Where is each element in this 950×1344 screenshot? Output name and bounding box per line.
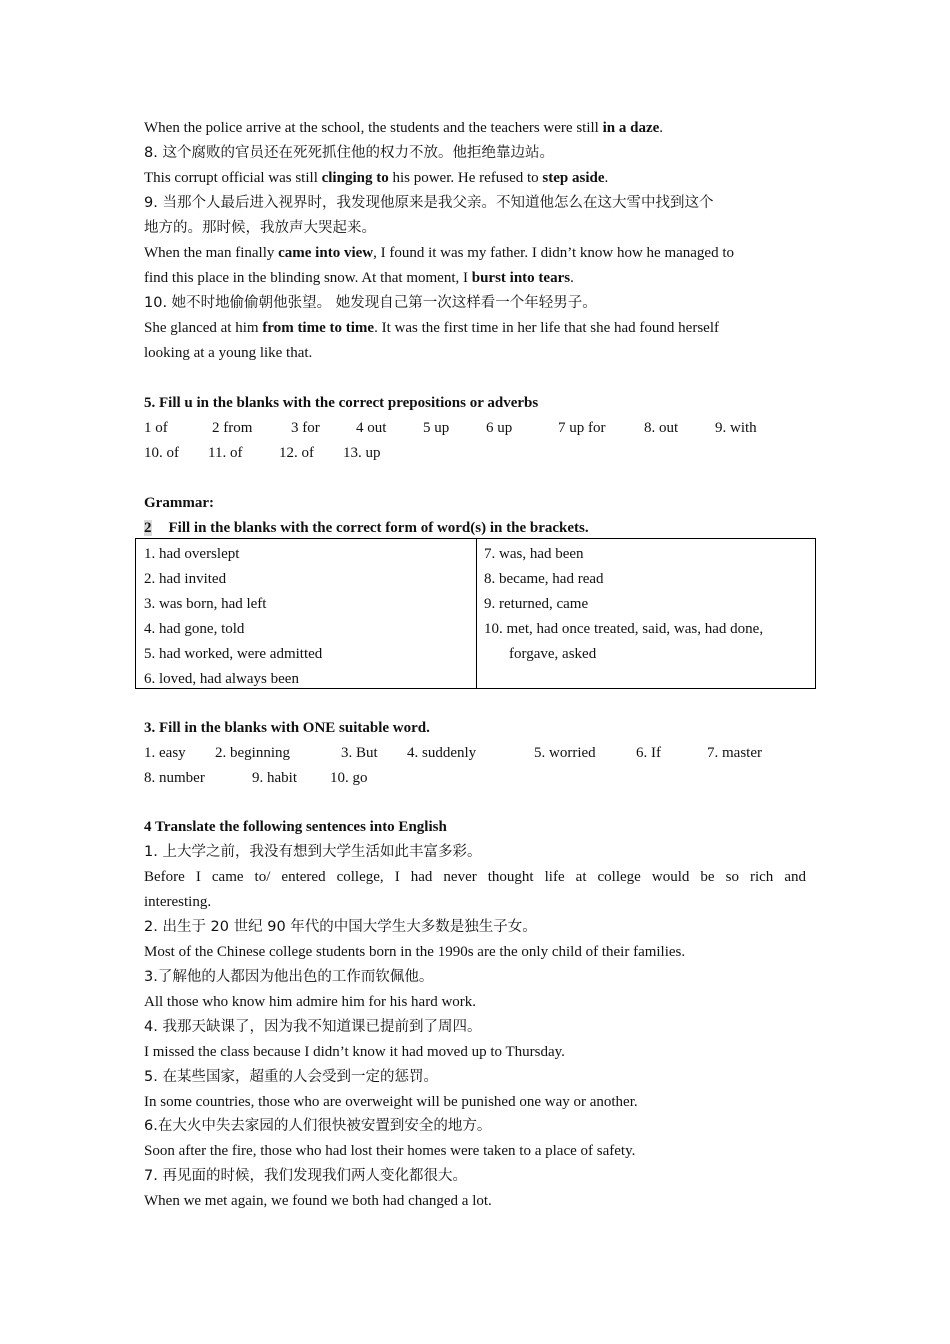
translation-5-chinese: 5. 在某些国家，超重的人会受到一定的惩罚。 — [144, 1069, 438, 1085]
answer: 6. If — [636, 745, 661, 761]
answer: 13. up — [343, 445, 381, 461]
translation-3-chinese: 3.了解他的人都因为他出色的工作而钦佩他。 — [144, 969, 434, 985]
translation-6-chinese: 6.在大火中失去家园的人们很快被安置到安全的地方。 — [144, 1118, 492, 1134]
answer: 8. number — [144, 770, 205, 786]
translation-4-english: I missed the class because I didn’t know it had moved up to Thursday. — [144, 1044, 565, 1060]
exercise-3-answers-row1 — [144, 743, 824, 763]
table-cell: forgave, asked — [509, 646, 597, 662]
table-cell: 5. had worked, were admitted — [144, 646, 323, 662]
translation-1-english-line1: Before I came to/ entered college, I had never thought life at college would be so rich and — [144, 869, 806, 885]
exercise-2-heading: 2 Fill in the blanks with the correct form of word(s) in the brackets. — [144, 520, 589, 536]
answer: 5. worried — [534, 745, 596, 761]
answer: 7. master — [707, 745, 762, 761]
table-cell: 9. returned, came — [484, 596, 589, 612]
translation-1-english-line2: interesting. — [144, 894, 212, 910]
table-cell: 3. was born, had left — [144, 596, 267, 612]
table-cell: 1. had overslept — [144, 546, 240, 562]
answer: 4. suddenly — [407, 745, 477, 761]
translation-2-english: Most of the Chinese college students born in the 1990s are the only child of their families. — [144, 944, 686, 960]
translation-3-english: All those who know him admire him for his hard work. — [144, 994, 477, 1010]
answer: 9. with — [715, 420, 757, 436]
sentence-9-english-line1: When the man finally came into view, I found it was my father. I didn’t know how he managed to — [144, 245, 735, 261]
table-cell: 6. loved, had always been — [144, 671, 299, 687]
sentence-8-chinese: 8. 这个腐败的官员还在死死抓住他的权力不放。他拒绝靠边站。 — [144, 145, 554, 161]
exercise-4-heading: 4 Translate the following sentences into English — [144, 819, 447, 835]
answer: 1 of — [144, 420, 168, 436]
exercise-3-heading: 3. Fill in the blanks with ONE suitable word. — [144, 720, 430, 736]
sentence-7-english: When the police arrive at the school, the students and the teachers were still in a daze. — [144, 120, 664, 136]
section-5-heading: 5. Fill u in the blanks with the correct prepositions or adverbs — [144, 395, 539, 411]
translation-4-chinese: 4. 我那天缺课了，因为我不知道课已提前到了周四。 — [144, 1019, 482, 1035]
translation-6-english: Soon after the fire, those who had lost their homes were taken to a place of safety. — [144, 1143, 636, 1159]
answer: 7 up for — [558, 420, 606, 436]
exercise-number: 2 — [144, 520, 152, 536]
answer: 8. out — [644, 420, 679, 436]
sentence-9-chinese-line2: 地方的。那时候，我放声大哭起来。 — [144, 220, 376, 236]
table-divider — [476, 539, 477, 688]
sentence-8-english: This corrupt official was still clinging to his power. He refused to step aside. — [144, 170, 609, 186]
table-cell: 8. became, had read — [484, 571, 604, 587]
sentence-10-english-line1: She glanced at him from time to time. It was the first time in her life that she had found herself — [144, 320, 719, 336]
section-5-answers-row1 — [144, 418, 824, 438]
answer: 3. But — [341, 745, 378, 761]
translation-7-chinese: 7. 再见面的时候，我们发现我们两人变化都很大。 — [144, 1168, 467, 1184]
answer: 2. beginning — [215, 745, 290, 761]
answer: 9. habit — [252, 770, 297, 786]
sentence-10-english-line2: looking at a young like that. — [144, 345, 313, 361]
translation-2-chinese: 2. 出生于 20 世纪 90 年代的中国大学生大多数是独生子女。 — [144, 919, 537, 935]
answer: 2 from — [212, 420, 253, 436]
table-cell: 10. met, had once treated, said, was, had done, — [484, 621, 764, 637]
answer: 10. go — [330, 770, 368, 786]
table-cell: 4. had gone, told — [144, 621, 245, 637]
answer: 10. of — [144, 445, 179, 461]
table-cell: 2. had invited — [144, 571, 227, 587]
grammar-title: Grammar: — [144, 495, 214, 511]
answer: 11. of — [208, 445, 243, 461]
translation-5-english: In some countries, those who are overweight will be punished one way or another. — [144, 1094, 638, 1110]
answer: 4 out — [356, 420, 387, 436]
sentence-9-english-line2: find this place in the blinding snow. At that moment, I burst into tears. — [144, 270, 574, 286]
sentence-9-chinese-line1: 9. 当那个人最后进入视界时，我发现他原来是我父亲。不知道他怎么在这大雪中找到这个 — [144, 195, 714, 211]
table-cell: 7. was, had been — [484, 546, 584, 562]
answer: 6 up — [486, 420, 513, 436]
translation-1-chinese: 1. 上大学之前，我没有想到大学生活如此丰富多彩。 — [144, 844, 482, 860]
exercise-3-answers-row2 — [144, 768, 824, 788]
answer: 12. of — [279, 445, 314, 461]
sentence-10-chinese: 10. 她不时地偷偷朝他张望。 她发现自己第一次这样看一个年轻男子。 — [144, 295, 597, 311]
section-5-answers-row2 — [144, 443, 824, 463]
translation-7-english: When we met again, we found we both had changed a lot. — [144, 1193, 492, 1209]
answer: 1. easy — [144, 745, 186, 761]
answer: 3 for — [291, 420, 320, 436]
grammar-answer-table — [135, 538, 816, 689]
answer: 5 up — [423, 420, 450, 436]
